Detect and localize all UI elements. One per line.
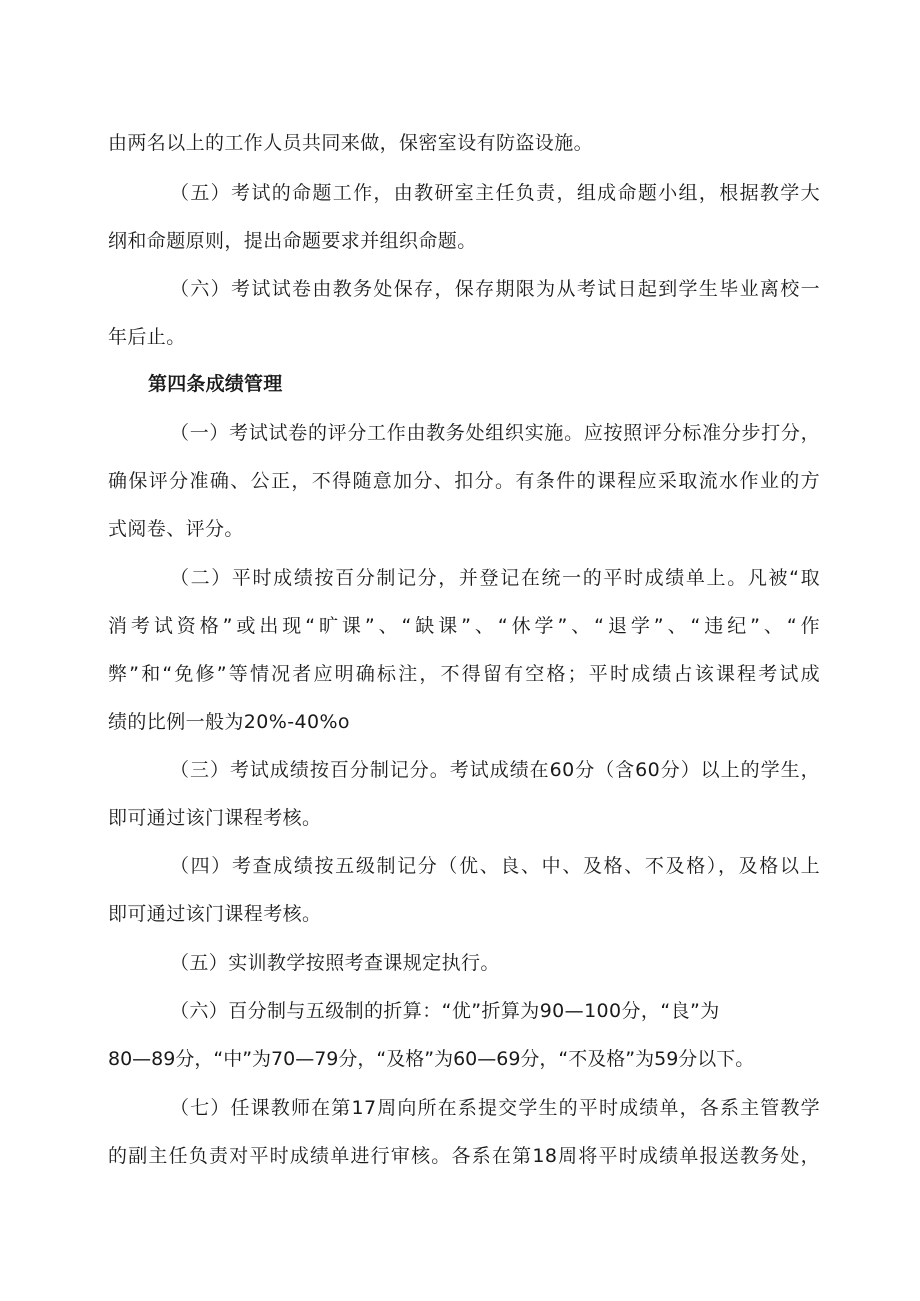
paragraph-line: （四）考查成绩按五级制记分（优、良、中、及格、不及格），及格以上 <box>170 855 820 877</box>
paragraph-line: （五）考试的命题工作，由教研室主任负责，组成命题小组，根据教学大 <box>170 182 820 204</box>
paragraph-line: 确保评分准确、公正，不得随意加分、扣分。有条件的课程应采取流水作业的方 <box>108 470 820 492</box>
paragraph-line: （三）考试成绩按百分制记分。考试成绩在60分（含60分）以上的学生， <box>170 759 820 781</box>
paragraph-line: （六）百分制与五级制的折算：“优”折算为90—100分，“良”为 <box>170 1000 720 1022</box>
paragraph-line: 即可通过该门课程考核。 <box>108 807 322 829</box>
paragraph-line: 由两名以上的工作人员共同来做，保密室设有防盗设施。 <box>108 132 594 154</box>
section-heading: 第四条成绩管理 <box>148 373 283 395</box>
paragraph-line: 的副主任负责对平时成绩单进行审核。各系在第18周将平时成绩单报送教务处， <box>108 1145 820 1167</box>
paragraph-line: 年后止。 <box>108 326 186 348</box>
paragraph-line: 即可通过该门课程考核。 <box>108 903 322 925</box>
paragraph-line: 80—89分，“中”为70—79分，“及格”为60—69分，“不及格”为59分以下。 <box>108 1048 755 1070</box>
paragraph-line: （七）任课教师在第17周向所在系提交学生的平时成绩单，各系主管教学 <box>170 1097 820 1119</box>
paragraph-line: 纲和命题原则，提出命题要求并组织命题。 <box>108 230 477 252</box>
paragraph-line: 绩的比例一般为20%-40%o <box>108 711 350 733</box>
paragraph-line: （一）考试试卷的评分工作由教务处组织实施。应按照评分标准分步打分， <box>170 422 820 444</box>
paragraph-line: 式阅卷、评分。 <box>108 518 244 540</box>
paragraph-line: （二）平时成绩按百分制记分，并登记在统一的平时成绩单上。凡被“取 <box>170 567 820 589</box>
paragraph-line: （五）实训教学按照考查课规定执行。 <box>170 952 500 974</box>
paragraph-line: （六）考试试卷由教务处保存，保存期限为从考试日起到学生毕业离校一 <box>170 278 820 300</box>
paragraph-line: 消考试资格”或出现“旷课”、“缺课”、“休学”、“退学”、“违纪”、“作 <box>108 615 820 637</box>
paragraph-line: 弊”和“免修”等情况者应明确标注，不得留有空格；平时成绩占该课程考试成 <box>108 663 820 685</box>
